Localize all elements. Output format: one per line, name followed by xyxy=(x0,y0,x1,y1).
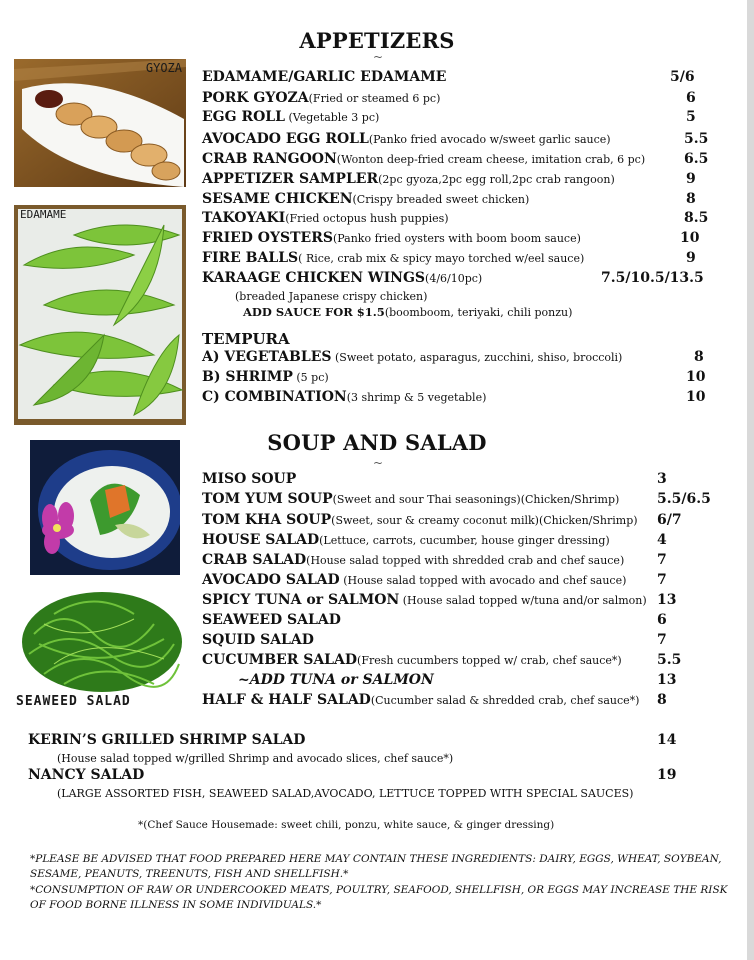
item-price: 8.5 xyxy=(684,210,709,226)
menu-item: C) COMBINATION(3 shrimp & 5 vegetable) xyxy=(202,389,487,405)
item-price: 10 xyxy=(686,389,706,405)
item-price: 10 xyxy=(680,230,700,246)
menu-item: CUCUMBER SALAD(Fresh cucumbers topped w/ crab, chef sauce*) xyxy=(202,652,622,668)
salad-photo xyxy=(30,440,180,575)
menu-item: ~ADD TUNA or SALMON xyxy=(238,672,434,688)
menu-item: EDAMAME/GARLIC EDAMAME xyxy=(202,69,447,85)
menu-item: TAKOYAKI(Fried octopus hush puppies) xyxy=(202,210,449,226)
special-item: KERIN’S GRILLED SHRIMP SALAD xyxy=(28,732,306,748)
item-price: 5 xyxy=(686,109,696,125)
item-price: 6 xyxy=(657,612,667,628)
item-price: 8 xyxy=(686,191,696,207)
menu-item: AVOCADO EGG ROLL(Panko fried avocado w/sweet garlic sauce) xyxy=(202,131,611,147)
item-price: 5.5/6.5 xyxy=(657,491,711,507)
karaage-note: (breaded Japanese crispy chicken) xyxy=(235,290,428,303)
item-price: 7 xyxy=(657,572,667,588)
edamame-photo xyxy=(14,205,186,425)
menu-item: B) SHRIMP (5 pc) xyxy=(202,369,329,385)
gyoza-photo xyxy=(14,59,186,187)
item-price: 8 xyxy=(657,692,667,708)
appetizers-heading: APPETIZERS xyxy=(299,28,455,53)
menu-item: PORK GYOZA(Fried or steamed 6 pc) xyxy=(202,90,441,106)
item-price: 13 xyxy=(657,592,677,608)
soup-salad-tilde: ~ xyxy=(373,456,384,470)
item-price: 6.5 xyxy=(684,151,709,167)
menu-item: EGG ROLL (Vegetable 3 pc) xyxy=(202,109,380,125)
edamame-photo-label: EDAMAME xyxy=(20,208,67,221)
item-price: 5/6 xyxy=(670,69,695,85)
menu-item: A) VEGETABLES (Sweet potato, asparagus, zucchini, shiso, broccoli) xyxy=(202,349,623,365)
item-price: 9 xyxy=(686,250,696,266)
item-price: 8 xyxy=(694,349,704,365)
allergen-disclaimer: *PLEASE BE ADVISED THAT FOOD PREPARED HERE MAY CONTAIN THESE INGREDIENTS: DAIRY, EGGS, WHEAT, SOYBEAN, SESAME, PEANUTS, TREENUTS, FISH AND SHELLFISH.* xyxy=(30,853,722,880)
item-price: 19 xyxy=(657,767,677,783)
add-sauce-line: ADD SAUCE FOR $1.5(boomboom, teriyaki, chili ponzu) xyxy=(243,305,573,319)
menu-item: AVOCADO SALAD (House salad topped with avocado and chef sauce) xyxy=(202,572,627,588)
chef-sauce-note: *(Chef Sauce Housemade: sweet chili, ponzu, white sauce, & ginger dressing) xyxy=(138,819,555,831)
seaweed-salad-photo-label: SEAWEED SALAD xyxy=(16,694,131,709)
item-price: 5.5 xyxy=(684,131,709,147)
item-price: 3 xyxy=(657,471,667,487)
item-price: 6/7 xyxy=(657,512,682,528)
special-item: NANCY SALAD xyxy=(28,767,145,783)
special-desc: (House salad topped w/grilled Shrimp and avocado slices, chef sauce*) xyxy=(57,752,454,765)
menu-item: HALF & HALF SALAD(Cucumber salad & shredded crab, chef sauce*) xyxy=(202,692,640,708)
item-price: 7 xyxy=(657,552,667,568)
item-price: 5.5 xyxy=(657,652,682,668)
seaweed-salad-photo xyxy=(14,584,186,710)
menu-item: CRAB RANGOON(Wonton deep-fried cream cheese, imitation crab, 6 pc) xyxy=(202,151,646,167)
item-price: 7.5/10.5/13.5 xyxy=(601,270,704,286)
soup-salad-heading: SOUP AND SALAD xyxy=(267,430,487,455)
menu-item: CRAB SALAD(House salad topped with shredded crab and chef sauce) xyxy=(202,552,625,568)
tempura-heading: TEMPURA xyxy=(202,330,290,348)
gyoza-photo-label: GYOZA xyxy=(145,61,182,75)
menu-item: TOM YUM SOUP(Sweet and sour Thai seasonings)(Chicken/Shrimp) xyxy=(202,491,620,507)
menu-item: SPICY TUNA or SALMON (House salad topped w/tuna and/or salmon) xyxy=(202,592,647,608)
menu-item: FRIED OYSTERS(Panko fried oysters with boom boom sauce) xyxy=(202,230,581,246)
item-price: 10 xyxy=(686,369,706,385)
menu-item: HOUSE SALAD(Lettuce, carrots, cucumber, house ginger dressing) xyxy=(202,532,610,548)
menu-item: SQUID SALAD xyxy=(202,632,314,648)
item-price: 4 xyxy=(657,532,667,548)
menu-item: APPETIZER SAMPLER(2pc gyoza,2pc egg roll,2pc crab rangoon) xyxy=(202,171,615,187)
raw-food-disclaimer: *CONSUMPTION OF RAW OR UNDERCOOKED MEATS, POULTRY, SEAFOOD, SHELLFISH, OR EGGS MAY INCREASE THE RISK OF FOOD BORNE ILLNESS IN SOME INDIVIDUALS.* xyxy=(30,884,728,911)
menu-item: TOM KHA SOUP(Sweet, sour & creamy coconut milk)(Chicken/Shrimp) xyxy=(202,512,638,528)
item-price: 14 xyxy=(657,732,677,748)
item-price: 13 xyxy=(657,672,677,688)
menu-item: MISO SOUP xyxy=(202,471,297,487)
appetizers-tilde: ~ xyxy=(373,50,384,64)
item-price: 9 xyxy=(686,171,696,187)
menu-item: SEAWEED SALAD xyxy=(202,612,341,628)
special-desc: (LARGE ASSORTED FISH, SEAWEED SALAD,AVOCADO, LETTUCE TOPPED WITH SPECIAL SAUCES) xyxy=(57,787,634,800)
item-price: 6 xyxy=(686,90,696,106)
menu-item: FIRE BALLS( Rice, crab mix & spicy mayo torched w/eel sauce) xyxy=(202,250,585,266)
item-price: 7 xyxy=(657,632,667,648)
menu-item: KARAAGE CHICKEN WINGS(4/6/10pc) xyxy=(202,270,483,286)
menu-item: SESAME CHICKEN(Crispy breaded sweet chicken) xyxy=(202,191,530,207)
